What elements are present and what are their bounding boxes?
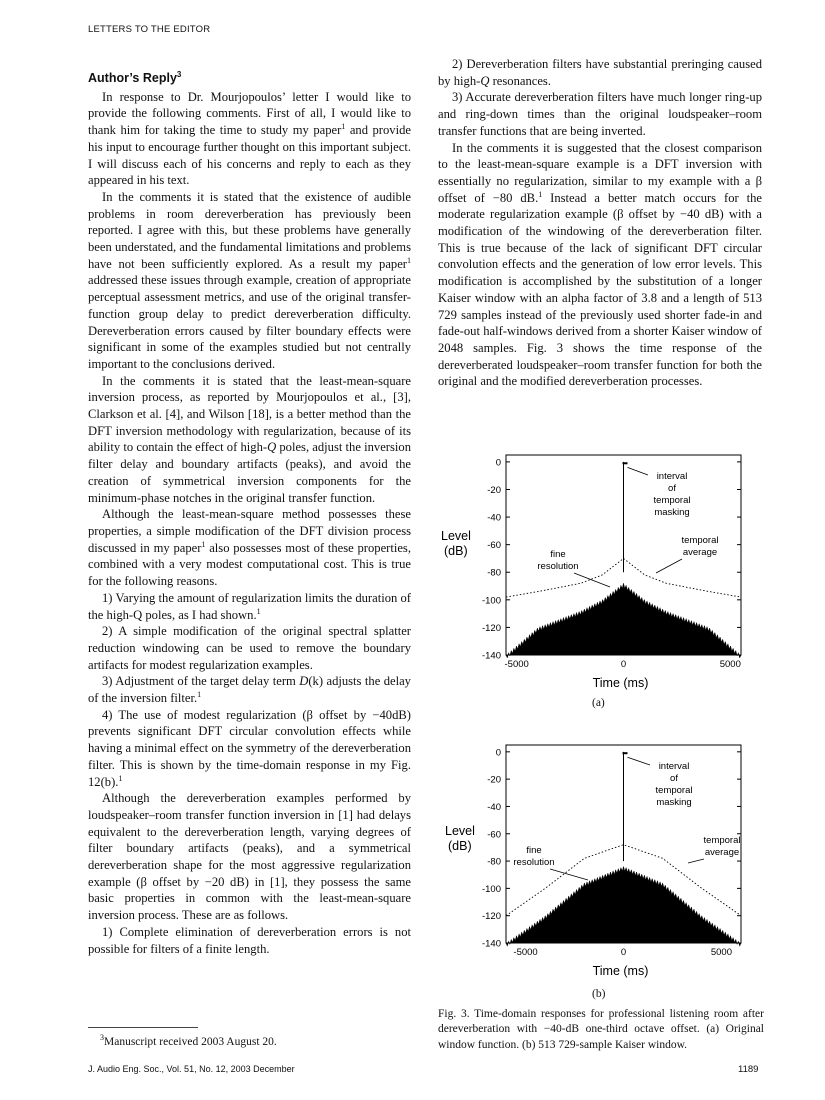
- y-tick-label: -60: [487, 829, 501, 841]
- paragraph: In the comments it is stated that the least-mean-square inversion process, as reported by Mourjopoulos et al., [3], Clarkson et al. [4], and Wilson [18], is a better method than the DFT inversion methodology with regularization, because of its ability to contain the effect of high-Q poles, adjust the inversion filter delay and boundary artifacts (peaks), and avoid the creation of symmetrical inversion components for the minimum-phase notches in the original transfer function.: [88, 373, 411, 505]
- y-axis-label: (dB): [444, 544, 468, 558]
- y-tick-label: 0: [495, 747, 501, 759]
- annotation-fine-resolution: fine: [550, 549, 566, 560]
- x-tick-label: 5000: [710, 947, 732, 958]
- figure-caption: Fig. 3. Time-domain responses for professional listening room after dereverberation with −40-dB one-third octave offset. (a) Original window function. (b) 513 729-sample Kaiser window.: [438, 1008, 764, 1051]
- annotation-interval: of: [670, 773, 678, 784]
- figure-b-label: (b): [592, 988, 606, 1000]
- journal-footer: J. Audio Eng. Soc., Vol. 51, No. 12, 2003 December: [88, 1064, 295, 1074]
- y-axis-label: Level: [445, 824, 475, 838]
- list-item: 1) Complete elimination of dereverberation errors is not possible for filters of a finite length.: [88, 924, 411, 956]
- annotation-arrow: [628, 757, 651, 765]
- left-column: [88, 56, 411, 957]
- fine-resolution-area: [506, 867, 741, 947]
- list-item: 2) Dereverberation filters have substantial preringing caused by high-Q resonances.: [438, 57, 762, 88]
- annotation-fine-resolution: resolution: [537, 561, 579, 572]
- y-tick-label: -40: [487, 801, 501, 813]
- annotation-interval: masking: [656, 797, 692, 808]
- y-tick-label: -100: [481, 595, 501, 607]
- x-tick-label: 0: [620, 659, 627, 670]
- list-item: 2) A simple modification of the original spectral splatter reduction windowing can be used to remove the boundary artifacts for modest regularization examples.: [88, 624, 411, 672]
- annotation-arrow: [628, 467, 649, 475]
- x-tick-label: 0: [620, 947, 627, 958]
- list-item: 3) Adjustment of the target delay term D(k) adjusts the delay of the inversion filter.$^1$: [88, 674, 411, 706]
- annotation-interval: interval: [656, 471, 688, 482]
- figure-b: [438, 735, 768, 985]
- annotation-interval: of: [668, 483, 676, 494]
- running-head: LETTERS TO THE EDITOR: [88, 24, 211, 35]
- annotation-interval: temporal: [655, 785, 693, 796]
- y-tick-label: -80: [487, 856, 501, 868]
- paragraph: Although the dereverberation examples performed by loudspeaker–room transfer function inversion in [1] had delays equivalent to the dereverberation length, varying degrees of filter boundary artifacts (peaks), and a symmetrical dereverberation shape for the most aggressive regularization example (β offset by −20 dB) in [1], they possess the same basic properties in common with the least-mean-square inversion process. These are as follows.: [88, 791, 411, 923]
- fine-resolution-area: [506, 583, 741, 658]
- right-column: [438, 56, 762, 390]
- y-tick-label: -100: [481, 883, 501, 895]
- y-tick-label: -20: [487, 484, 501, 496]
- x-tick-label: -5000: [504, 659, 529, 670]
- chart-a-svg: [438, 445, 768, 705]
- x-axis-label: Time (ms): [592, 964, 649, 978]
- annotation-arrow: [688, 859, 704, 863]
- list-item: 1) Varying the amount of regularization limits the duration of the high-Q poles, as I had shown.$^1$: [88, 590, 411, 622]
- annotation-interval: masking: [654, 507, 690, 518]
- y-tick-label: -40: [487, 512, 501, 524]
- paragraph: In the comments it is stated that the existence of audible problems in room dereverberation has previously been reported. I agree with this, but these problems have generally been understated, and the fundamental limitations and problems have not been sufficiently explored. As a result my paper$^1$ addressed these issues through example, creation of appropriate perceptual assessment metrics, and use of the original transfer-function group delay to predict dereverberation difficulty. Dereverberation errors caused by filter boundary effects were significant in some of the examples studied but not centrally important to the conclusions derived.: [88, 189, 411, 371]
- x-tick-label: 5000: [719, 659, 741, 670]
- y-tick-label: -60: [487, 540, 501, 552]
- footnote-rule: [88, 1027, 198, 1028]
- x-axis-label: Time (ms): [592, 676, 649, 690]
- figure-a-label: (a): [592, 697, 605, 709]
- list-item: 3) Accurate dereverberation filters have much longer ring-up and ring-down times than the original loudspeaker–room transfer functions that are being inverted.: [438, 90, 762, 138]
- x-tick-label: -5000: [513, 947, 538, 958]
- annotation-fine-resolution: fine: [526, 845, 542, 856]
- footnote: $^3$Manuscript received 2003 August 20.: [100, 1033, 277, 1048]
- list-item: 4) The use of modest regularization (β offset by −40dB) prevents significant DFT circular convolution effects while having a minimal effect on the symmetry of the dereverberation filter. This is shown by the time-domain response in my Fig. 12(b).$^1$: [88, 707, 411, 789]
- annotation-temporal-average: average: [682, 547, 718, 558]
- chart-b-svg: [438, 735, 768, 985]
- annotation-temporal-average: temporal: [703, 835, 741, 846]
- y-axis-label: (dB): [448, 839, 472, 853]
- paragraph: In response to Dr. Mourjopoulos’ letter I would like to provide the following comments. First of all, I would like to thank him for taking the time to study my paper$^1$ and provide his input to encourage further thought on this important subject. I will discuss each of his concerns and reply to each as they appeared in his text.: [88, 89, 411, 188]
- y-tick-label: -80: [487, 567, 501, 579]
- y-tick-label: 0: [495, 457, 501, 469]
- y-tick-label: -140: [481, 938, 501, 950]
- reply-title: Author’s Reply$^3$: [88, 69, 182, 85]
- annotation-arrow: [574, 573, 610, 587]
- annotation-arrow: [656, 559, 682, 573]
- page-number: 1189: [738, 1064, 759, 1075]
- annotation-interval: temporal: [653, 495, 691, 506]
- annotation-interval: interval: [658, 761, 690, 772]
- y-tick-label: -120: [481, 622, 501, 634]
- y-tick-label: -120: [481, 911, 501, 923]
- y-axis-label: Level: [441, 529, 471, 543]
- paragraph: In the comments it is suggested that the closest comparison to the least-mean-square example is a DFT inversion with essentially no regularization, similar to my example with a β offset of −80 dB.$^1$ Instead a better match occurs for the moderate regularization example (β offset by −40 dB) with a modification of the windowing of the dereverberation filter. This is true because of the lack of significant DFT circular convolution effects and the generation of low error levels. This modification is accomplished by the substitution of a longer Kaiser window with an alpha factor of 3.8 and a length of 513 729 samples instead of the previously used shorter fade-in and fade-out half-windows derived from a shorter Kaiser window of 2048 samples. Fig. 3 shows the time response of the dereverberated loudspeaker–room transfer function for both the original and the modified dereverberation processes.: [438, 140, 762, 389]
- paragraph: Although the least-mean-square method possesses these properties, a simple modification of the DFT division process discussed in my paper$^1$ also possesses most of these properties, combined with a very modest computational cost. This is true for the following reasons.: [88, 507, 411, 589]
- y-tick-label: -140: [481, 650, 501, 662]
- annotation-fine-resolution: resolution: [513, 857, 555, 868]
- figure-a: [438, 445, 768, 705]
- y-tick-label: -20: [487, 774, 501, 786]
- annotation-temporal-average: average: [704, 847, 740, 858]
- annotation-temporal-average: temporal: [681, 535, 719, 546]
